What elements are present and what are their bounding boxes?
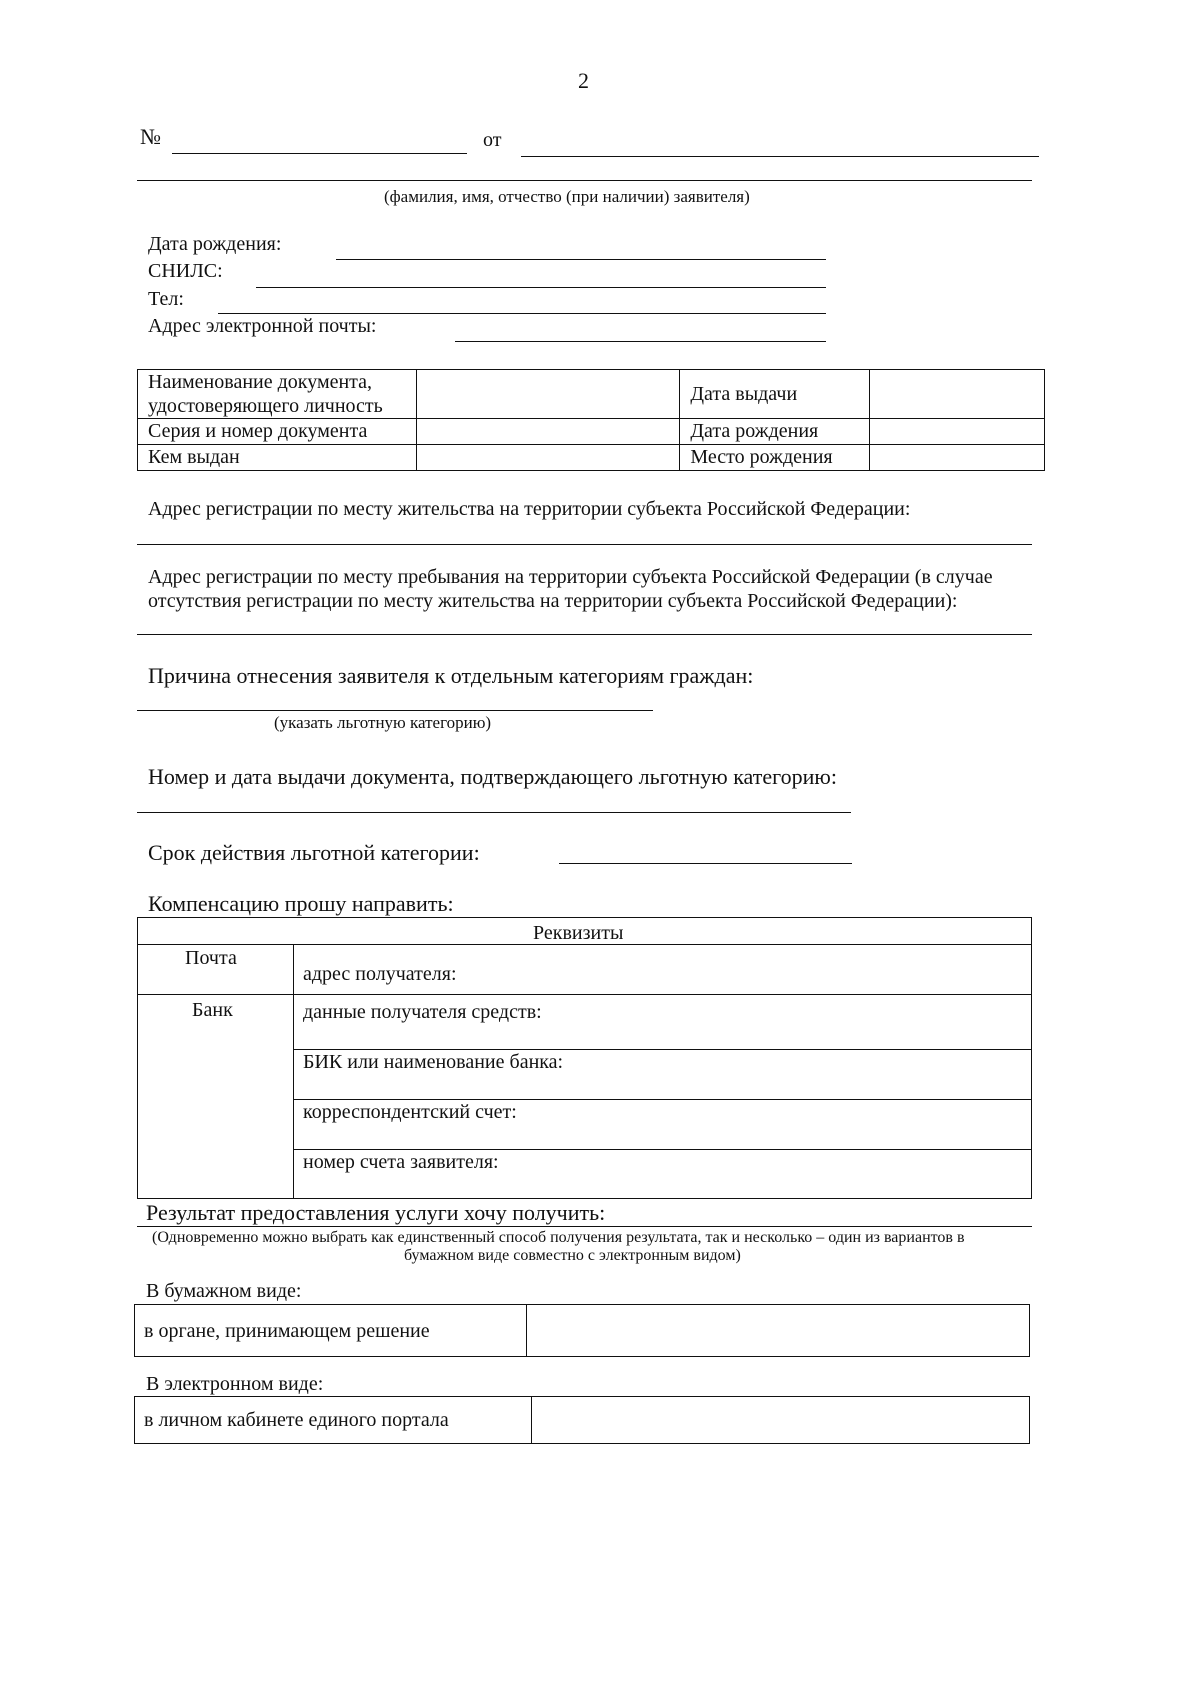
stay-address-field[interactable]	[137, 634, 1032, 635]
number-field[interactable]	[172, 153, 467, 154]
bank-account-label: номер счета заявителя:	[303, 1151, 499, 1173]
compensation-header: Реквизиты	[533, 922, 624, 944]
doc-name-value[interactable]	[416, 370, 680, 419]
category-reason-field[interactable]	[137, 710, 653, 711]
electronic-option: в личном кабинете единого портала	[144, 1409, 449, 1431]
birth-date-table-value[interactable]	[870, 419, 1045, 445]
birth-date-table-label: Дата рождения	[680, 419, 870, 445]
number-sign: №	[140, 124, 161, 149]
doc-name-label: Наименование документа, удостоверяющего личность	[138, 370, 417, 419]
birth-date-field[interactable]	[336, 259, 826, 260]
result-note-1: (Одновременно можно выбрать как единственный способ получения результата, так и несколько – один из вариантов в	[152, 1229, 965, 1246]
stay-address-label-1: Адрес регистрации по месту пребывания на территории субъекта Российской Федерации (в случае	[148, 566, 993, 588]
benefit-doc-field[interactable]	[137, 812, 851, 813]
residence-address-field[interactable]	[137, 544, 1032, 545]
birth-date-label: Дата рождения:	[148, 233, 282, 255]
birth-place-label: Место рождения	[680, 445, 870, 471]
residence-address-label: Адрес регистрации по месту жительства на территории субъекта Российской Федерации:	[148, 498, 911, 520]
bank-bik-label: БИК или наименование банка:	[303, 1051, 564, 1073]
stay-address-label-2: отсутствия регистрации по месту жительства на территории субъекта Российской Федерации):	[148, 590, 958, 612]
category-reason-label: Причина отнесения заявителя к отдельным категориям граждан:	[148, 663, 754, 688]
id-document-table	[137, 369, 1045, 471]
page-number: 2	[578, 68, 589, 93]
benefit-term-label: Срок действия льготной категории:	[148, 840, 480, 865]
electronic-label: В электронном виде:	[146, 1373, 324, 1395]
bank-option[interactable]: Банк	[192, 999, 233, 1021]
issue-date-label: Дата выдачи	[680, 370, 870, 419]
bank-corr-label: корреспондентский счет:	[303, 1101, 517, 1123]
result-title: Результат предоставления услуги хочу получить:	[146, 1200, 606, 1225]
compensation-title: Компенсацию прошу направить:	[148, 891, 454, 916]
electronic-option-checkbox[interactable]	[533, 1398, 1028, 1442]
email-field[interactable]	[455, 341, 826, 342]
paper-label: В бумажном виде:	[146, 1280, 302, 1302]
issue-date-value[interactable]	[870, 370, 1045, 419]
mail-address-label: адрес получателя:	[303, 963, 457, 985]
paper-option: в органе, принимающем решение	[144, 1320, 430, 1342]
benefit-term-field[interactable]	[559, 863, 852, 864]
birth-place-value[interactable]	[870, 445, 1045, 471]
snils-label: СНИЛС:	[148, 260, 223, 282]
series-number-value[interactable]	[416, 419, 680, 445]
mail-option[interactable]: Почта	[185, 947, 237, 969]
applicant-name-field[interactable]	[137, 180, 1032, 181]
issued-by-value[interactable]	[416, 445, 680, 471]
category-caption: (указать льготную категорию)	[274, 713, 492, 732]
bank-recipient-label: данные получателя средств:	[303, 1001, 542, 1023]
issued-by-label: Кем выдан	[138, 445, 417, 471]
from-label: от	[483, 129, 502, 151]
result-note-2: бумажном виде совместно с электронным видом)	[404, 1247, 741, 1264]
paper-option-checkbox[interactable]	[528, 1306, 1028, 1355]
date-field[interactable]	[521, 156, 1039, 157]
series-number-label: Серия и номер документа	[138, 419, 417, 445]
email-label: Адрес электронной почты:	[148, 315, 377, 337]
compensation-table	[137, 917, 1032, 1199]
benefit-doc-label: Номер и дата выдачи документа, подтверждающего льготную категорию:	[148, 764, 837, 789]
snils-field[interactable]	[256, 287, 826, 288]
applicant-caption: (фамилия, имя, отчество (при наличии) заявителя)	[384, 187, 750, 206]
phone-label: Тел:	[148, 288, 184, 310]
